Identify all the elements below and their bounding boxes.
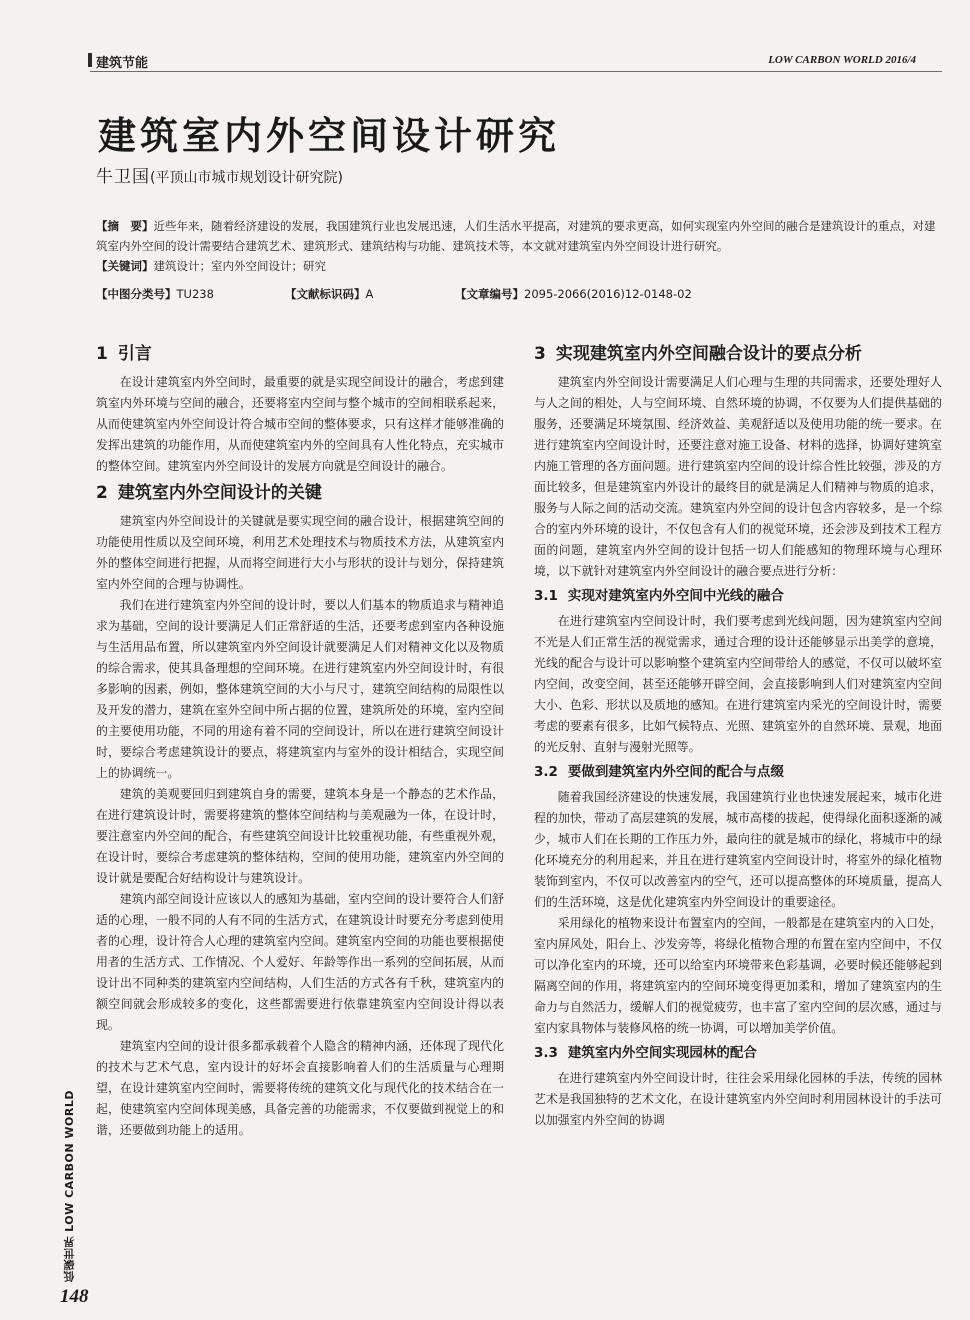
section-title: 建筑室内外空间设计的关键 [117, 483, 322, 503]
section-number: 3 [534, 344, 546, 364]
paragraph: 建筑室内空间的设计很多都承载着个人隐含的精神内涵，还体现了现代化的技术与艺术气息，室内设计的好坏会直接影响着人们的生活质量与心理期望，在设计建筑室内空间时，需要将传统的建筑文化与现代化的技术结合在一起，使建筑室内空间体现美感，具备完善的功能需求，不仅要做到视觉上的和谐，还要做到功能上的适用。 [96, 1039, 504, 1137]
paragraph: 在设计建筑室内外空间时，最重要的就是实现空间设计的融合，考虑到建筑室内外环境与空间的融合，还要将室内空间与整个城市的空间相联系起来，从而使建筑室内外空间设计符合城市空间的整体要求，只有这样才能够准确的发挥出建筑的功能作用，从而使建筑室内外的空间具有人性化特点，充实城市的整体空间。建筑室内外空间设计的发展方向就是空间设计的融合。 [96, 375, 504, 473]
right-column [534, 338, 942, 1131]
article-number-info [455, 286, 692, 302]
paragraph: 建筑内部空间设计应该以人的感知为基础，室内空间的设计要符合人们舒适的心理，一般不同的人有不同的生活方式，在建筑设计时要充分考虑到使用者的心理，设计符合人心理的建筑室内空间。建筑室内空间的功能也要根据使用者的生活方式、工作情况、个人爱好、年龄等作出一系列的空间拓展，从而设计出不同种类的建筑室内空间结构，人们生活的方式各有千秋，建筑室内的额空间就会形成较多的变化，这些都需要进行依靠建筑室内空间设计得以表现。 [96, 892, 504, 1032]
subsection-3-1-heading [534, 585, 942, 607]
section-2-heading [96, 481, 504, 505]
header-journal: LOW CARBON WORLD 2016/4 [768, 54, 916, 66]
paragraph: 建筑室内外空间设计需要满足人们心理与生理的共同需求，还要处理好人与人之间的相处，人与空间环境、自然环境的协调，不仅要为人们提供基础的服务，还要满足环境氛围、经济效益、美观舒适以及使用功能的统一要求。在进行建筑室内空间设计时，还要注意对施工设备、材料的选择，协调好建筑室内施工管理的各方面问题。进行建筑室内空间的设计综合性比较强，涉及的方面比较多，但是建筑室内外设计的最终目的就是满足人们精神与物质的追求，服务与人际之间的活动交流。建筑室内外空间的设计包含内容较多，是一个综合的室内外环境的设计，不仅包含有人们的视觉环境，还会涉及到技术工程方面的问题，建筑室内外空间的设计包括一切人们能感知的物理环境与心理环境，以下就针对建筑室内外空间设计的融合要点进行分析： [534, 375, 942, 578]
abstract-block [96, 216, 946, 276]
abstract-text: 近些年来，随着经济建设的发展，我国建筑行业也发展迅速，人们生活水平提高，对建筑的要求更高，如何实现室内外空间的融合是建筑设计的重点，对建筑室内外空间的设计需要结合建筑艺术、建筑形式、建筑结构与功能、建筑技术等，本文就对建筑室内外空间设计进行研究。 [96, 219, 936, 253]
section-3-heading [534, 342, 942, 366]
author-line [96, 162, 343, 187]
journal-side-label: 低碳世界 LOW CARBON WORLD [63, 1090, 76, 1283]
subsection-number: 3.3 [534, 1045, 558, 1061]
article-number-value: 2095-2066(2016)12-0148-02 [524, 287, 692, 301]
subsection-3-3-heading [534, 1042, 942, 1064]
subsection-3-2-heading [534, 761, 942, 783]
doc-code-value: A [365, 287, 374, 301]
keywords-paragraph [96, 256, 946, 276]
doc-code-label: 【文献标识码】 [285, 287, 366, 301]
keywords-text: 建筑设计；室内外空间设计；研究 [153, 259, 326, 273]
header-rule [90, 71, 942, 72]
paragraph: 我们在进行建筑室内外空间的设计时，要以人们基本的物质追求与精神追求为基础，空间的设计要满足人们正常舒适的生活，还要考虑到室内各种设施与生活用品布置，所以建筑室内外空间设计就要满足人们对精神文化以及物质的综合需求，使其具备理想的空间环境。在进行建筑室内外空间设计时，有很多影响的因素，例如，整体建筑空间的大小与尺寸，建筑空间结构的局限性以及开发的潜力，建筑在室外空间中所占据的位置，建筑所处的环境，室内空间的主要使用功能，不同的用途有着不同的空间设计，所以在进行建筑空间设计时，要综合考虑建筑设计的要点，将建筑室内与室外的设计相结合，实现空间上的协调统一。 [96, 598, 504, 780]
clc-value: TU238 [176, 287, 214, 301]
section-title: 引言 [117, 344, 152, 364]
header-section: 建筑节能 [96, 56, 149, 71]
article-title: 建筑室内外空间设计研究 [98, 114, 561, 158]
clc-info [96, 286, 214, 302]
article-number-label: 【文章编号】 [455, 287, 524, 301]
subsection-number: 3.2 [534, 764, 558, 780]
paragraph: 在进行建筑室内空间设计时，我们要考虑到光线问题，因为建筑室内空间不光是人们正常生活的视觉需求，通过合理的设计还能够显示出美学的意境，光线的配合与设计可以影响整个建筑室内空间带给人的感觉，不仅可以破坏室内空间，改变空间，甚至还能够开辟空间，会直接影响到人们对建筑室内空间大小、色彩、形状以及质地的感知。在进行建筑室内采光的空间设计时，需要考虑的要素有很多，比如气候特点、光照、建筑室外的自然环境、景观，地面的光反射、直射与漫射光照等。 [534, 614, 942, 754]
doc-code-info [285, 286, 373, 302]
section-title: 实现建筑室内外空间融合设计的要点分析 [555, 344, 862, 364]
page-number: 148 [60, 1286, 89, 1307]
keywords-label: 【关键词】 [96, 259, 154, 273]
subsection-number: 3.1 [534, 588, 558, 604]
author-name: 牛卫国 [96, 167, 150, 187]
abstract-label: 【摘 要】 [96, 219, 154, 233]
subsection-title: 建筑室内外空间实现园林的配合 [567, 1045, 757, 1061]
left-column [96, 338, 504, 1141]
author-affiliation: (平顶山市城市规划设计研究院) [150, 170, 343, 186]
subsection-title: 要做到建筑室内外空间的配合与点缀 [567, 764, 784, 780]
paragraph: 建筑室内外空间设计的关键就是要实现空间的融合设计，根据建筑空间的功能使用性质以及空间环境，利用艺术处理技术与物质技术方法，从建筑室内外的整体空间进行把握，从而将空间进行大小与形状的设计与划分，保持建筑室内外空间的合理与协调性。 [96, 514, 504, 591]
abstract-paragraph [96, 216, 946, 256]
paragraph: 采用绿化的植物来设计布置室内的空间，一般都是在建筑室内的入口处，室内屏风处，阳台上、沙发旁等，将绿化植物合理的布置在室内空间中，不仅可以净化室内的环境，还可以给室内环境带来色彩基调，必要时候还能够起到隔离空间的作用，将建筑室内的空间环境变得更加柔和，增加了建筑室内的生命力与自然活力，缓解人们的视觉疲劳，也丰富了室内空间的层次感，通过与室内家具物体与装修风格的统一协调，可以增加美学价值。 [534, 916, 942, 1035]
paragraph: 随着我国经济建设的快速发展，我国建筑行业也快速发展起来，城市化进程的加快，带动了高层建筑的发展，城市高楼的拔起，使得绿化面积逐渐的减少，城市人们在长期的工作压力外，最向往的就是城市的绿化，将城市中的绿化环境充分的利用起来，并且在进行建筑室内空间设计时，将室外的绿化植物装饰到室内，不仅可以改善室内的空气，还可以提高整体的环境质量，提高人们的生活环境，这是优化建筑室内外空间设计的重要途径。 [534, 790, 942, 909]
section-1-heading [96, 342, 504, 366]
header-bar [88, 53, 92, 67]
paragraph: 在进行建筑室内外空间设计时，往往会采用绿化园林的手法，传统的园林艺术是我国独特的艺术文化，在设计建筑室内外空间时利用园林设计的手法可以加强室内外空间的协调 [534, 1071, 942, 1127]
section-number: 1 [96, 344, 108, 364]
subsection-title: 实现对建筑室内外空间中光线的融合 [567, 588, 784, 604]
paragraph: 建筑的美观要回归到建筑自身的需要，建筑本身是一个静态的艺术作品，在进行建筑设计时，需要将建筑的整体空间结构与美观融为一体，在设计时，要注意室内外空间的配合，有些建筑空间设计比较重视功能，有些重视外观，在设计时，要综合考虑建筑的整体结构，空间的使用功能，建筑室内外空间的设计就是要配合好结构设计与建筑设计。 [96, 787, 504, 885]
clc-label: 【中图分类号】 [96, 287, 177, 301]
section-number: 2 [96, 483, 108, 503]
